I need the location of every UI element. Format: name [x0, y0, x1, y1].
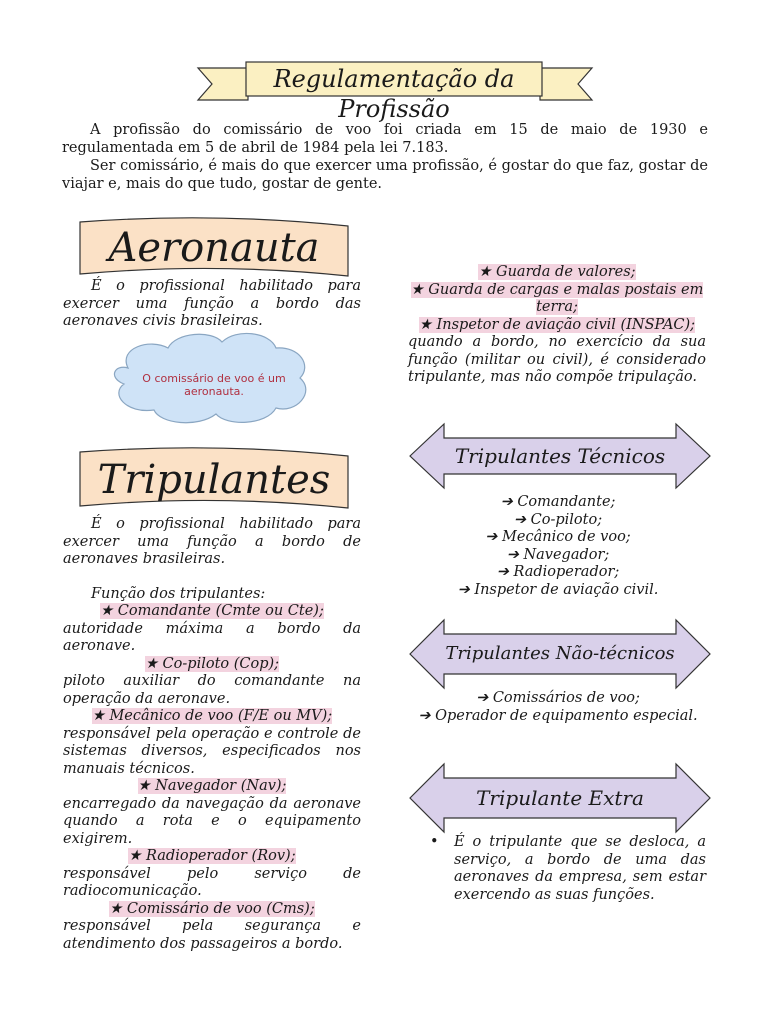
tripulantes-definition: É o profissional habilitado para exercer uma função a bordo de aeronaves brasileiras. — [63, 516, 361, 567]
list-item: ➔ Co-piloto; — [513, 511, 603, 528]
role-name: ★ Navegador (Nav); — [137, 778, 287, 794]
list-item: ➔ Comissários de voo; — [476, 690, 640, 706]
inspac-desc: quando a bordo, no exercício da sua função (militar ou civil), é considerado tripulante, mas não compõe tripulação. — [408, 334, 706, 385]
role-desc: piloto auxiliar do comandante na operação da aeronave. — [63, 673, 361, 707]
list-item: ➔ Comandante; — [500, 494, 616, 510]
role-desc: responsável pelo serviço de radiocomunicação. — [63, 865, 361, 899]
nao-tecnicos-title: Tripulantes Não-técnicos — [445, 643, 675, 664]
function-intro: Função dos tripulantes: — [91, 586, 266, 602]
cloud-note: O comissário de voo é um aeronauta. — [142, 372, 286, 398]
tripulantes-title: Tripulantes — [97, 457, 331, 503]
extra-role-inspac: ★ Inspetor de aviação civil (INSPAC); — [418, 316, 696, 333]
extra-role-guarda-valores: ★ Guarda de valores; — [478, 264, 636, 280]
nao-tecnicos-list — [408, 690, 708, 725]
extra-title: Tripulante Extra — [476, 786, 644, 810]
bullet-icon: • — [430, 834, 439, 850]
role-name: ★ Comissário de voo (Cms); — [109, 900, 315, 917]
page-title: Regulamentação da Profissão — [273, 65, 515, 123]
intro-paragraph-1: A profissão do comissário de voo foi criada em 15 de maio de 1930 e regulamentada em 5 de abril de 1984 pela lei 7.183. — [62, 122, 708, 156]
extra-bullet-item — [430, 834, 706, 904]
list-item: ➔ Inspetor de aviação civil. — [457, 581, 659, 598]
list-item: ➔ Operador de equipamento especial. — [418, 707, 698, 724]
tecnicos-title: Tripulantes Técnicos — [454, 444, 666, 468]
role-name: ★ Radioperador (Rov); — [128, 848, 296, 864]
role-name: ★ Co-piloto (Cop); — [144, 655, 280, 672]
role-desc: responsável pela operação e controle de sistemas diversos, especificados nos manuais técnicos. — [63, 725, 361, 777]
extra-role-guarda-cargas: ★ Guarda de cargas e malas postais em terra; — [410, 281, 704, 315]
role-name: ★ Comandante (Cmte ou Cte); — [100, 603, 324, 619]
role-desc: autoridade máxima a bordo da aeronave. — [63, 620, 361, 654]
aeronauta-title: Aeronauta — [108, 225, 320, 271]
role-desc: responsável pela segurança e atendimento dos passageiros a bordo. — [63, 918, 361, 952]
role-desc: encarregado da navegação da aeronave quando a rota e o equipamento exigirem. — [63, 795, 361, 847]
role-name: ★ Mecânico de voo (F/E ou MV); — [91, 708, 333, 724]
list-item: ➔ Radioperador; — [496, 564, 620, 580]
list-item: ➔ Mecânico de voo; — [485, 529, 631, 545]
tecnicos-list — [408, 494, 708, 599]
intro-paragraph-2: Ser comissário, é mais do que exercer uma profissão, é gostar do que faz, gostar de viajar e, mais do que tudo, gostar de gente. — [62, 158, 708, 192]
extra-text: É o tripulante que se desloca, a serviço, a bordo de uma das aeronaves da empresa, sem estar exercendo as suas funções. — [454, 834, 706, 903]
list-item: ➔ Navegador; — [506, 546, 610, 563]
aeronauta-definition: É o profissional habilitado para exercer uma função a bordo das aeronaves civis brasileiras. — [63, 278, 361, 329]
